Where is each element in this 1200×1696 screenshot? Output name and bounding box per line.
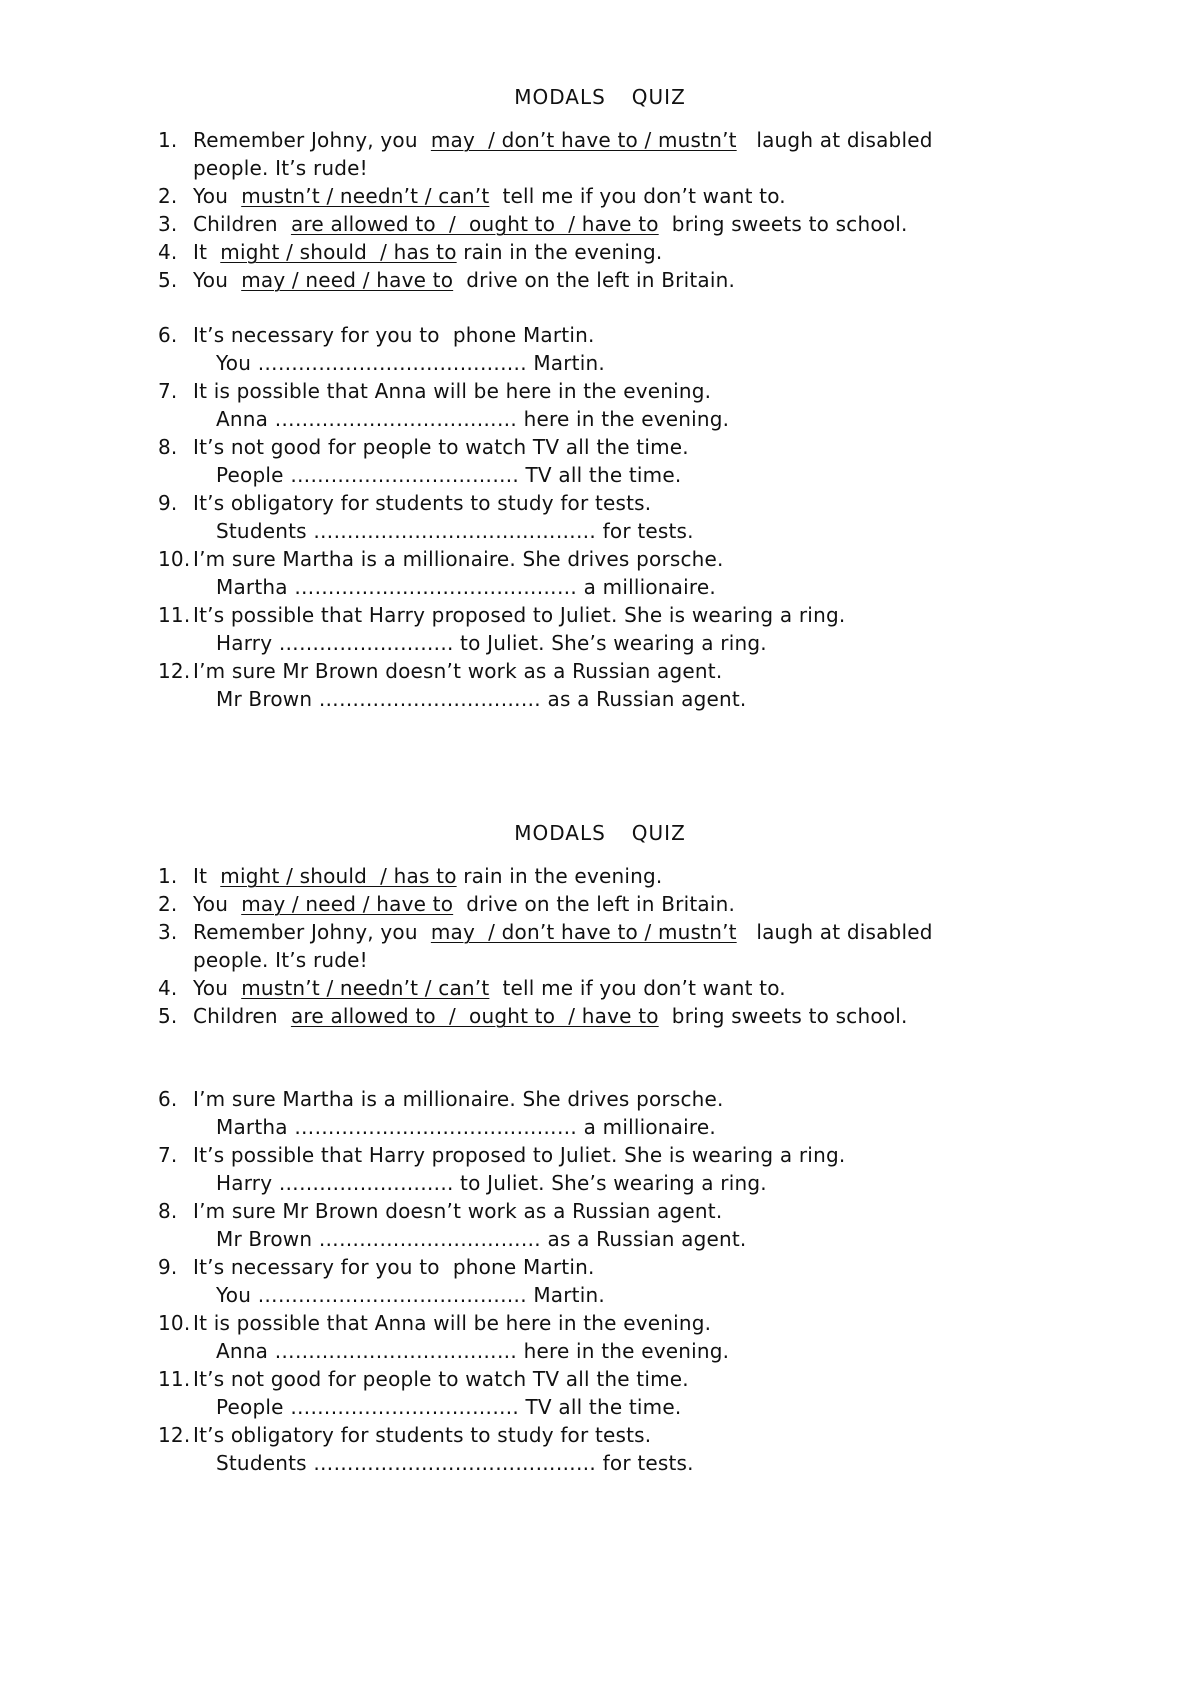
question-number: 1. (158, 864, 178, 888)
choice-question (0, 210, 1013, 238)
question-prompt: It’s possible that Harry proposed to Juliet. She is wearing a ring. (193, 603, 846, 627)
question-number: 10. (158, 547, 191, 571)
question-text-before: You (193, 892, 242, 916)
choice-question (0, 126, 1013, 182)
answer-blank-line: Mr Brown …………………………… as a Russian agent. (216, 1227, 747, 1251)
question-number: 2. (158, 184, 178, 208)
question-text-after: tell me if you don’t want to. (489, 184, 786, 208)
question-prompt: It’s obligatory for students to study for tests. (193, 491, 652, 515)
quiz-section-1 (0, 82, 1200, 713)
question-text-after: tell me if you don’t want to. (489, 976, 786, 1000)
question-continuation: people. It’s rude! (193, 948, 368, 972)
question-text-before: You (193, 184, 242, 208)
choice-question (0, 1002, 1013, 1030)
modal-options: may / need / have to (241, 892, 454, 916)
answer-blank-line: Martha …………………………………… a millionaire. (216, 1115, 716, 1139)
choice-question (0, 182, 1013, 210)
question-text-after: drive on the left in Britain. (453, 892, 736, 916)
question-number: 4. (158, 240, 178, 264)
quiz-section-2 (0, 818, 1200, 1477)
question-number: 3. (158, 212, 178, 236)
question-continuation: people. It’s rude! (193, 156, 368, 180)
rewrite-question (0, 1085, 1013, 1141)
question-number: 6. (158, 323, 178, 347)
answer-blank-line: Students …………………………………… for tests. (216, 1451, 694, 1475)
question-prompt: It’s not good for people to watch TV all the time. (193, 435, 689, 459)
question-prompt: It’s obligatory for students to study for tests. (193, 1423, 652, 1447)
question-prompt: I’m sure Mr Brown doesn’t work as a Russian agent. (193, 1199, 723, 1223)
rewrite-question-list (0, 1085, 1200, 1477)
answer-blank-line: Mr Brown …………………………… as a Russian agent. (216, 687, 747, 711)
question-text-after: rain in the evening. (456, 864, 663, 888)
question-text-after: laugh at disabled (736, 920, 933, 944)
answer-blank-line: Anna ……………………………… here in the evening. (216, 407, 730, 431)
choice-question-list (0, 126, 1200, 294)
question-number: 3. (158, 920, 178, 944)
question-number: 7. (158, 379, 178, 403)
title-word-quiz: QUIZ (631, 821, 686, 845)
title-word-modals: MODALS (514, 85, 606, 109)
question-prompt: It’s necessary for you to phone Martin. (193, 1255, 595, 1279)
answer-blank-line: You …………………………………. Martin. (216, 351, 605, 375)
rewrite-question (0, 1141, 1013, 1197)
modal-options: mustn’t / needn’t / can’t (241, 976, 490, 1000)
modal-options: mustn’t / needn’t / can’t (241, 184, 490, 208)
question-number: 11. (158, 603, 191, 627)
answer-blank-line: Martha …………………………………… a millionaire. (216, 575, 716, 599)
question-text-after: bring sweets to school. (658, 1004, 908, 1028)
modal-options: might / should / has to (220, 864, 457, 888)
rewrite-question (0, 377, 1013, 433)
question-number: 5. (158, 268, 178, 292)
quiz-title (0, 82, 1200, 112)
answer-blank-line: Harry …………………….. to Juliet. She’s wearing a ring. (216, 631, 767, 655)
modal-options: might / should / has to (220, 240, 457, 264)
question-prompt: I’m sure Martha is a millionaire. She drives porsche. (193, 1087, 724, 1111)
choice-question (0, 918, 1013, 974)
question-number: 12. (158, 1423, 191, 1447)
question-text-before: Remember Johny, you (193, 920, 431, 944)
question-text-before: Remember Johny, you (193, 128, 431, 152)
question-number: 12. (158, 659, 191, 683)
question-number: 7. (158, 1143, 178, 1167)
rewrite-question (0, 657, 1013, 713)
rewrite-question (0, 321, 1013, 377)
rewrite-question (0, 1253, 1013, 1309)
question-text-before: It (193, 240, 221, 264)
question-number: 8. (158, 435, 178, 459)
answer-blank-line: Harry …………………….. to Juliet. She’s wearing a ring. (216, 1171, 767, 1195)
question-text-before: It (193, 864, 221, 888)
question-prompt: It is possible that Anna will be here in the evening. (193, 1311, 712, 1335)
question-prompt: It’s not good for people to watch TV all the time. (193, 1367, 689, 1391)
question-number: 9. (158, 1255, 178, 1279)
choice-question (0, 266, 1013, 294)
answer-blank-line: Students …………………………………… for tests. (216, 519, 694, 543)
question-number: 6. (158, 1087, 178, 1111)
answer-blank-line: People ……………………………. TV all the time. (216, 1395, 682, 1419)
question-number: 10. (158, 1311, 191, 1335)
answer-blank-line: Anna ……………………………… here in the evening. (216, 1339, 730, 1363)
rewrite-question (0, 1421, 1013, 1477)
rewrite-question (0, 601, 1013, 657)
rewrite-question (0, 545, 1013, 601)
question-text-before: You (193, 976, 242, 1000)
title-word-modals: MODALS (514, 821, 606, 845)
question-number: 1. (158, 128, 178, 152)
question-number: 8. (158, 1199, 178, 1223)
answer-blank-line: People ……………………………. TV all the time. (216, 463, 682, 487)
question-text-after: drive on the left in Britain. (453, 268, 736, 292)
modal-options: may / don’t have to / mustn’t (430, 128, 737, 152)
modal-options: are allowed to / ought to / have to (290, 212, 659, 236)
rewrite-question-list (0, 321, 1200, 713)
section-gap (0, 294, 1200, 321)
question-number: 9. (158, 491, 178, 515)
question-prompt: It is possible that Anna will be here in the evening. (193, 379, 712, 403)
modal-options: may / need / have to (241, 268, 454, 292)
choice-question-list (0, 862, 1200, 1030)
choice-question (0, 974, 1013, 1002)
question-text-before: You (193, 268, 242, 292)
question-prompt: It’s possible that Harry proposed to Juliet. She is wearing a ring. (193, 1143, 846, 1167)
question-number: 11. (158, 1367, 191, 1391)
question-text-after: laugh at disabled (736, 128, 933, 152)
answer-blank-line: You …………………………………. Martin. (216, 1283, 605, 1307)
rewrite-question (0, 433, 1013, 489)
rewrite-question (0, 1365, 1013, 1421)
choice-question (0, 890, 1013, 918)
question-text-before: Children (193, 212, 291, 236)
title-word-quiz: QUIZ (631, 85, 686, 109)
modal-options: are allowed to / ought to / have to (290, 1004, 659, 1028)
quiz-title (0, 818, 1200, 848)
section-gap (0, 1030, 1200, 1085)
rewrite-question (0, 1309, 1013, 1365)
modal-options: may / don’t have to / mustn’t (430, 920, 737, 944)
question-prompt: I’m sure Martha is a millionaire. She drives porsche. (193, 547, 724, 571)
rewrite-question (0, 489, 1013, 545)
question-prompt: It’s necessary for you to phone Martin. (193, 323, 595, 347)
question-text-before: Children (193, 1004, 291, 1028)
choice-question (0, 238, 1013, 266)
question-text-after: rain in the evening. (456, 240, 663, 264)
choice-question (0, 862, 1013, 890)
question-text-after: bring sweets to school. (658, 212, 908, 236)
question-number: 2. (158, 892, 178, 916)
question-number: 5. (158, 1004, 178, 1028)
rewrite-question (0, 1197, 1013, 1253)
question-number: 4. (158, 976, 178, 1000)
question-prompt: I’m sure Mr Brown doesn’t work as a Russian agent. (193, 659, 723, 683)
